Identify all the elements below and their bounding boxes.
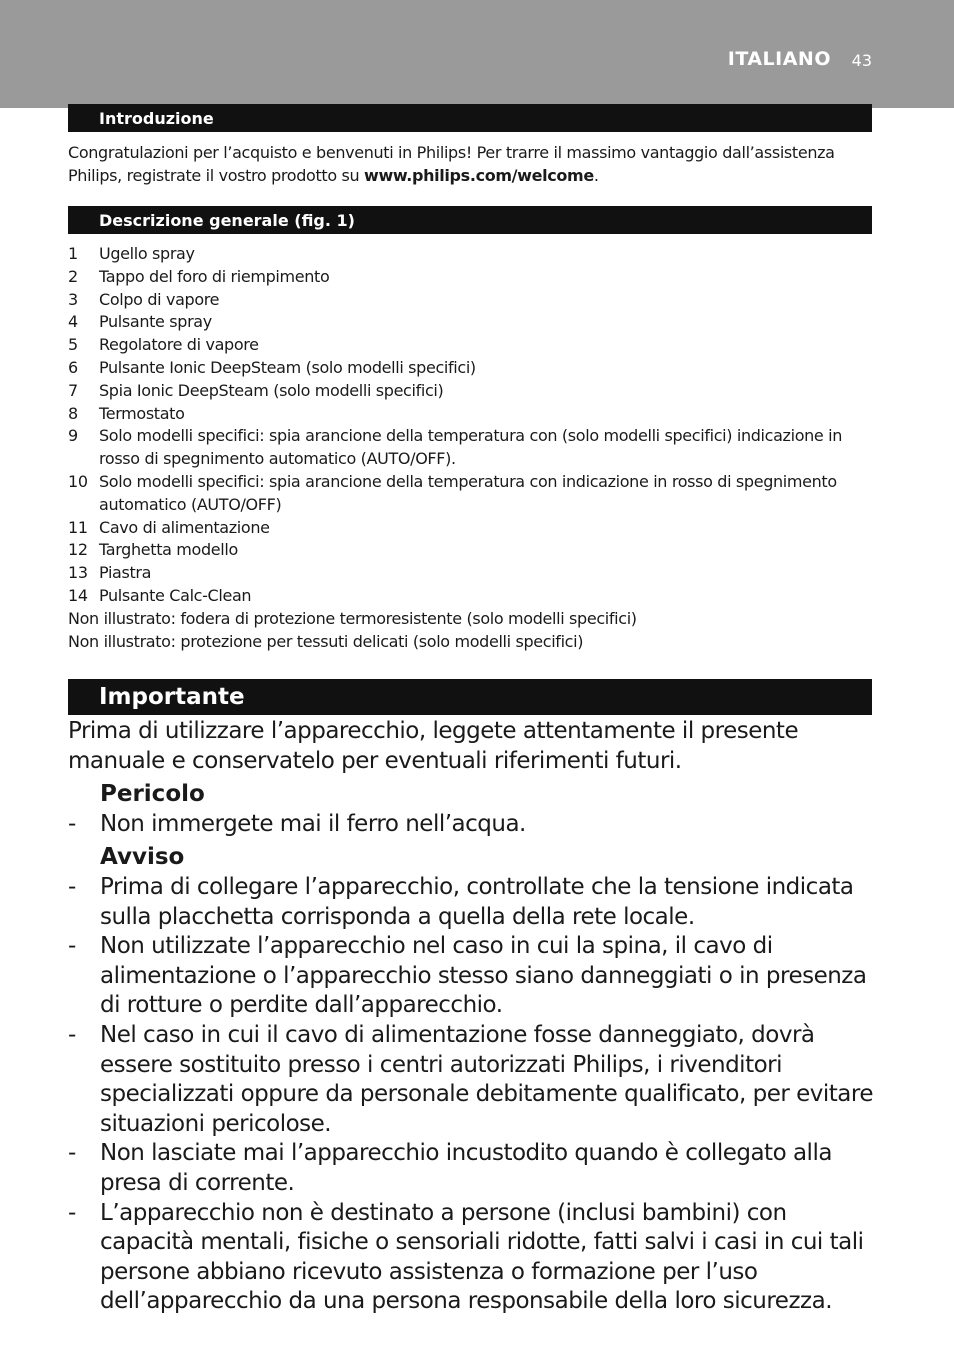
list-note: Non illustrato: fodera di protezione termoresistente (solo modelli specifici)	[68, 608, 637, 628]
intro-text: Congratulazioni per l’acquisto e benvenuti in Philips! Per trarre il massimo vantaggio dall’assistenza Philips, registrate il vostro prodotto su	[68, 143, 835, 185]
list-item	[68, 585, 874, 608]
bullet-dash: -	[68, 811, 76, 837]
list-item-number: 5	[68, 335, 78, 355]
important-intro: Prima di utilizzare l’apparecchio, leggete attentamente il presente manuale e conservatelo per eventuali riferimenti futuri.	[68, 718, 799, 774]
bullet-item	[68, 1021, 874, 1139]
list-item-number: 11	[68, 517, 88, 537]
bullet-text: L’apparecchio non è destinato a persone (inclusi bambini) con capacità mentali, fisiche o sensoriali ridotte, fatti salvi i casi in cui tali persone abbiano ricevuto assistenza o formazione per l’uso dell’apparecchio da una persona responsabile della loro sicurezza.	[100, 1199, 864, 1315]
list-item-number: 8	[68, 403, 78, 423]
list-item-number: 7	[68, 380, 78, 400]
list-item	[68, 289, 874, 312]
list-item	[68, 380, 874, 403]
bullet-text: Nel caso in cui il cavo di alimentazione fosse danneggiato, dovrà essere sostituito presso i centri autorizzati Philips, i rivenditori specializzati oppure da personale debitamente qualificato, per evitare situazioni pericolose.	[100, 1021, 873, 1137]
list-item	[68, 311, 874, 334]
list-item-text: Colpo di vapore	[99, 289, 220, 309]
list-item-number: 2	[68, 266, 78, 286]
list-item-number: 1	[68, 244, 78, 263]
list-item-text: Solo modelli specifici: spia arancione della temperatura con (solo modelli specifici) indicazione in rosso di spegnimento automatico (AUTO/OFF).	[99, 426, 843, 469]
list-item-number: 12	[68, 540, 88, 560]
language-label: ITALIANO	[727, 48, 831, 70]
bullet-item	[68, 810, 874, 840]
list-item-text: Pulsante Calc-Clean	[99, 585, 252, 605]
bullet-dash: -	[68, 874, 76, 900]
section-heading-introduzione: Introduzione	[68, 104, 872, 132]
welcome-link[interactable]: www.philips.com/welcome	[364, 166, 594, 185]
warning-heading: Avviso	[100, 844, 185, 870]
list-item-number: 14	[68, 585, 88, 605]
intro-paragraph	[68, 141, 874, 187]
section-heading-importante: Importante	[68, 679, 872, 715]
bullet-dash: -	[68, 933, 76, 960]
list-item-text: Spia Ionic DeepSteam (solo modelli specifici)	[99, 380, 444, 400]
list-item-text: Pulsante Ionic DeepSteam (solo modelli specifici)	[99, 357, 476, 377]
list-item	[68, 357, 874, 380]
list-item	[68, 517, 874, 540]
list-item-number: 4	[68, 312, 78, 332]
list-item-text: Termostato	[99, 403, 185, 423]
list-item	[68, 471, 874, 517]
parts-list	[68, 243, 874, 653]
list-item-text: Piastra	[99, 563, 152, 583]
danger-heading: Pericolo	[100, 781, 205, 807]
list-item-text: Regolatore di vapore	[99, 335, 259, 355]
list-item	[68, 425, 874, 471]
bullet-dash: -	[68, 1021, 76, 1048]
bullet-dash: -	[68, 1140, 76, 1167]
page-number: 43	[851, 51, 872, 70]
bullet-item	[68, 932, 874, 1021]
danger-list	[68, 810, 874, 840]
list-item-number: 13	[68, 563, 88, 583]
warning-list	[68, 873, 874, 1317]
list-item-number: 9	[68, 426, 78, 446]
list-item	[68, 562, 874, 585]
intro-text-end: .	[593, 166, 599, 185]
list-item-text: Ugello spray	[99, 244, 195, 263]
list-item-text: Solo modelli specifici: spia arancione della temperatura con indicazione in rosso di spegnimento automatico (AUTO/OFF)	[99, 471, 837, 514]
bullet-text: Non immergete mai il ferro nell’acqua.	[100, 811, 526, 837]
list-item	[68, 539, 874, 562]
list-item-text: Cavo di alimentazione	[99, 517, 270, 537]
list-item-number: 10	[68, 471, 88, 491]
list-item	[68, 243, 874, 266]
section-heading-descrizione: Descrizione generale (fig. 1)	[68, 206, 872, 234]
bullet-item	[68, 873, 874, 932]
bullet-text: Prima di collegare l’apparecchio, controllate che la tensione indicata sulla placchetta corrisponda a quella della rete locale.	[100, 874, 854, 930]
list-item-text: Tappo del foro di riempimento	[99, 266, 330, 286]
list-item	[68, 334, 874, 357]
list-item-number: 6	[68, 357, 78, 377]
list-item	[68, 266, 874, 289]
bullet-item	[68, 1199, 874, 1317]
bullet-item	[68, 1139, 874, 1198]
bullet-dash: -	[68, 1199, 76, 1226]
list-note: Non illustrato: protezione per tessuti delicati (solo modelli specifici)	[68, 631, 584, 651]
bullet-text: Non utilizzate l’apparecchio nel caso in cui la spina, il cavo di alimentazione o l’apparecchio stesso siano danneggiati o in presenza di rotture o perdite dall’apparecchio.	[100, 933, 867, 1019]
list-item-number: 3	[68, 289, 78, 309]
list-item-text: Pulsante spray	[99, 312, 212, 332]
list-item	[68, 403, 874, 426]
bullet-text: Non lasciate mai l’apparecchio incustodito quando è collegato alla presa di corrente.	[100, 1140, 832, 1196]
list-item-text: Targhetta modello	[99, 540, 238, 560]
